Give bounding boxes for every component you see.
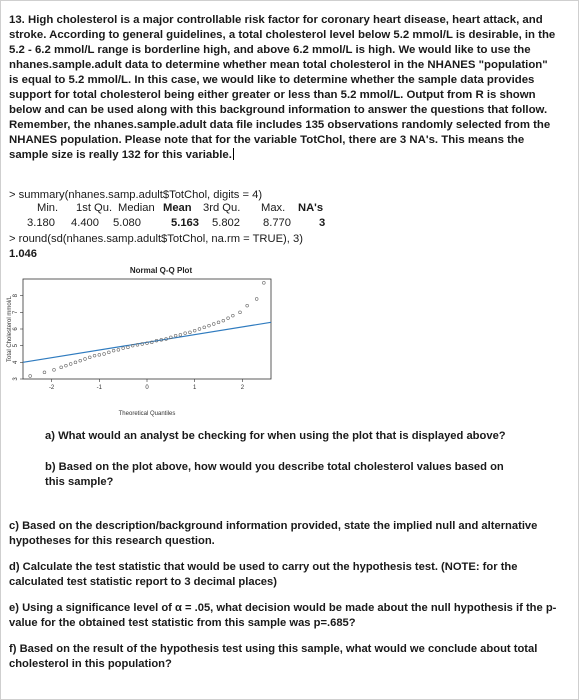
summary-header: Mean [163, 202, 192, 214]
qq-point [246, 304, 249, 307]
summary-value: 8.770 [263, 217, 291, 229]
qq-point [203, 326, 206, 329]
qq-point [198, 328, 201, 331]
question-b [45, 460, 525, 490]
summary-header: Min. [37, 202, 59, 214]
r-command-summary: > summary(nhanes.samp.adult$TotChol, digits = 4) [9, 189, 263, 201]
qq-reference-line-group [23, 322, 271, 362]
qq-point [93, 354, 96, 357]
qq-point [107, 351, 110, 354]
problem-statement [9, 13, 557, 163]
qq-point [222, 319, 225, 322]
question-c [9, 519, 559, 549]
qq-point [117, 348, 120, 351]
qq-y-tick-label: 4 [13, 360, 19, 365]
qq-point [88, 356, 91, 359]
summary-header: Median [118, 202, 155, 214]
question-label: d) [9, 561, 20, 573]
question-f [9, 642, 554, 672]
qq-y-axis-label: Total Cholesterol mmol/L [7, 295, 13, 363]
question-a [45, 429, 545, 444]
qq-point [208, 324, 211, 327]
sd-result: 1.046 [9, 248, 37, 260]
question-d [9, 560, 539, 590]
summary-header: 1st Qu. [76, 202, 113, 214]
qq-point [231, 314, 234, 317]
summary-value: 4.400 [71, 217, 99, 229]
qq-point [122, 347, 125, 350]
question-label: f) [9, 643, 17, 655]
qq-reference-line [23, 322, 271, 362]
qq-y-ticks [13, 293, 23, 380]
problem-number: 13. [9, 14, 25, 26]
question-label: a) [45, 430, 55, 442]
question-label: b) [45, 461, 56, 473]
qq-x-tick-label: 1 [193, 385, 197, 391]
qq-point [69, 363, 72, 366]
qq-x-tick-label: 0 [145, 385, 149, 391]
qq-x-tick-label: 2 [240, 385, 245, 391]
qq-y-tick-label: 5 [13, 343, 19, 348]
qq-point [179, 333, 182, 336]
qq-point [174, 334, 177, 337]
summary-value: 5.802 [212, 217, 240, 229]
qq-point [127, 346, 130, 349]
qq-point [227, 317, 230, 320]
summary-value: 5.163 [171, 217, 199, 229]
qq-x-tick-label: -1 [96, 385, 102, 391]
qq-point [84, 358, 87, 361]
qq-point [43, 371, 46, 374]
question-text: Based on the plot above, how would you describe total cholesterol values based on this sample? [45, 461, 504, 488]
qq-plot-title: Normal Q-Q Plot [129, 266, 193, 275]
qq-point [79, 359, 82, 362]
question-text: What would an analyst be checking for when using the plot that is displayed above? [58, 430, 506, 442]
qq-point [255, 298, 258, 301]
qq-y-tick-label: 8 [13, 293, 19, 298]
qq-point [239, 311, 242, 314]
summary-header: 3rd Qu. [203, 202, 241, 214]
qq-point [29, 375, 32, 378]
text-cursor [233, 148, 234, 160]
qq-plot [1, 263, 301, 423]
qq-point [98, 353, 101, 356]
r-command-sd: > round(sd(nhanes.samp.adult$TotChol, na.rm = TRUE), 3) [9, 233, 303, 245]
qq-x-ticks [49, 379, 245, 391]
question-text: Based on the description/background information provided, state the implied null and alternative hypotheses for this research question. [9, 520, 538, 547]
qq-plot-frame [23, 279, 271, 379]
summary-value: 5.080 [113, 217, 141, 229]
question-text: Calculate the test statistic that would be used to carry out the hypothesis test. (NOTE: for the calculated test statistic report to 3 decimal places) [9, 561, 518, 588]
qq-point [74, 361, 77, 364]
question-label: e) [9, 602, 19, 614]
summary-header: Max. [261, 202, 286, 214]
qq-point [103, 353, 106, 356]
qq-point [60, 366, 63, 369]
summary-value: 3 [319, 217, 326, 229]
question-label: c) [9, 520, 19, 532]
qq-point [53, 368, 56, 371]
qq-point [262, 281, 265, 284]
qq-x-axis-label: Theoretical Quantiles [118, 411, 176, 417]
question-text: Using a significance level of α = .05, what decision would be made about the null hypothesis if the p-value for the obtained test statistic from this sample was p=.685? [9, 602, 557, 629]
qq-y-tick-label: 6 [13, 327, 19, 331]
qq-y-tick-label: 7 [13, 310, 19, 315]
summary-value: 3.180 [27, 217, 55, 229]
question-e [9, 601, 569, 631]
question-text: Based on the result of the hypothesis test using this sample, what would we conclude about total cholesterol in this population? [9, 643, 538, 670]
qq-x-tick-label: -2 [48, 385, 55, 391]
qq-point [189, 331, 192, 334]
qq-y-tick-label: 3 [13, 377, 19, 381]
qq-point [112, 349, 115, 352]
qq-point [184, 332, 187, 335]
problem-text: High cholesterol is a major controllable risk factor for coronary heart disease, heart attack, and stroke. According to general guidelines, a total cholesterol level below 5.2 mmol/L is desirable, in the 5.2 - 6.2 mmol/L range is borderline high, and above 6.2 mmol/L is high. We would like to use the nhanes.sample.adult data to determine whether mean total cholesterol in the NHANES "population" is equal to 5.2 mmol/L. In this case, we would like to determine whether the sample data provides support for total cholesterol being either greater or less than 5.2 mmol/L. Output from R is shown below and can be used along with this background information to answer the questions that follow. Remember, the nhanes.sample.adult data file includes 135 observations randomly selected from the NHANES population. Please note that for the variable TotChol, there are 3 NA's. This means the sample size is really 132 for this variable. [9, 14, 556, 161]
qq-point [212, 323, 215, 326]
qq-point [65, 364, 68, 367]
summary-header: NA's [298, 202, 324, 214]
qq-point [193, 329, 196, 332]
qq-point [217, 321, 220, 324]
